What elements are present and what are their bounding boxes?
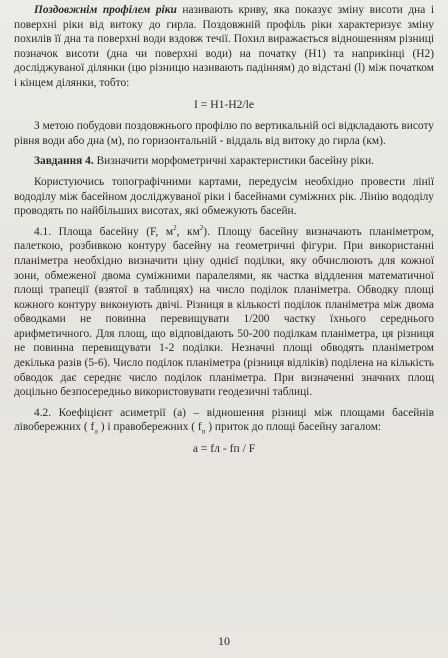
section-4-2-asymmetry — [14, 406, 434, 435]
task-4-heading — [14, 154, 434, 169]
superscript: 2 — [199, 223, 204, 232]
paragraph-watershed: Користуючись топографічними картами, передусім необхідно провести лінії вододілу між басейном досліджуваної ріки і басейнами суміжних рік. Лінію вододілу проводять по найбільших висотах, які обмежують басейн. — [14, 175, 434, 218]
section-text: ). Площу басейну визначають планіметром, палеткою, розбивкою контуру басейну на геометричні фігури. При використанні планіметра необхідно визначити ціну однієї поділки, яку обчислюють для кожної зони, обмеженої двома суміжними паралелями, як частка віддлення математичної площі трапеції (взятої в таблицях) на число поділок планіметра. Обводку площі кожного контуру виконують двічі. Різниця в кількості поділок планіметра між двома обводками не повинна перевищувати 1/200 частку їхнього середнього арифметичного. Для площ, що відповідають 50-200 поділкам планіметра, ця різниця не повинна перевищувати 1-2 поділки. Незначні площі обводять планіметром декілька разів (5-6). Число поділок планіметра (різниця відліків) поділена на кількість обводок дає середнє число поділок планіметра. При визначенні значних площ доцільно безпосередньо використовувати геодезичні таблиці. — [14, 225, 434, 399]
page-number: 10 — [218, 634, 230, 648]
section-lead: 4.1. Площа басейну (F, м — [34, 225, 174, 238]
formula-asymmetry: a = fл - fп / F — [192, 442, 256, 456]
paragraph-profile-construction: З метою побудови поздовжнього профілю по вертикальній осі відкладають висоту рівня води або дна (м), по горизонтальній - віддаль від витоку до гирла (км). — [14, 120, 434, 147]
task-label: Завдання 4. — [34, 155, 94, 168]
term-longitudinal-profile: Поздовжнім профілем ріки — [34, 4, 177, 16]
subscript: л — [94, 427, 98, 436]
section-tail: ) приток до площі басейну загалом: — [205, 421, 382, 434]
section-4-1-basin-area — [14, 225, 434, 400]
section-lead: 4.2. Коефіцієнт асиметрії (а) – відношення різниці між площами басейнів лівобережних ( f — [14, 406, 434, 434]
formula-slope: I = H1-H2/le — [194, 97, 254, 111]
section-mid: ) і правобережних ( f — [97, 421, 202, 434]
task-text: Визначити морфометричні характеристики басейну ріки. — [93, 155, 375, 168]
paragraph-longitudinal-profile — [14, 3, 434, 91]
subscript: п — [201, 427, 206, 436]
superscript: 2 — [173, 223, 177, 232]
paragraph-text: називають криву, яка показує зміну висоти дна і поверхні ріки від витоку до гирла. Поздовжній профіль ріки характеризує зміну похилів її дна та поверхні води вздовж течії. Похил виражається відношенням різниці позначок висоти (дна чи поверхні води) на початку (H1) та наприкінці (H2) досліджуваної ділянки (цю різницю називають падінням) до відстані (l) між початком і кінцем ділянки, тобто: — [14, 4, 434, 89]
unit-separator: , км — [176, 225, 200, 238]
